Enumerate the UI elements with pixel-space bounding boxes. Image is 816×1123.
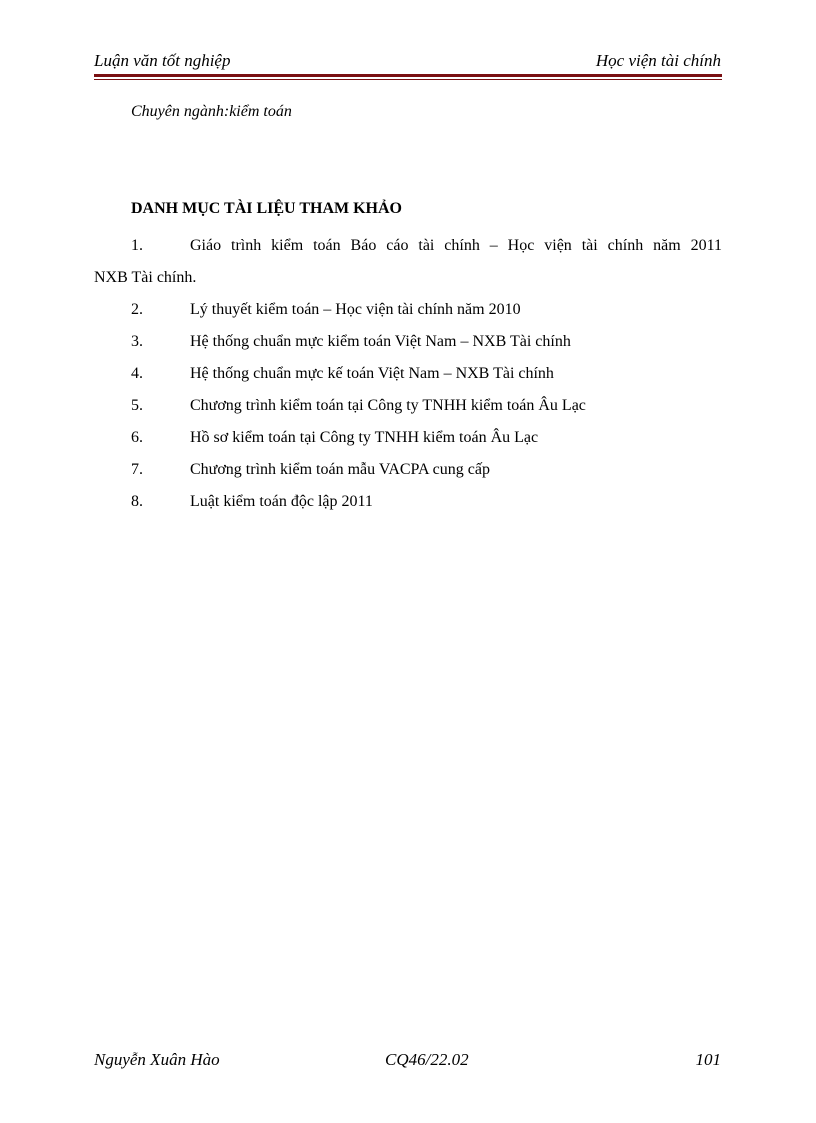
reference-text: Chương trình kiểm toán tại Công ty TNHH kiểm toán Âu Lạc <box>190 397 586 414</box>
footer-author: Nguyễn Xuân Hào <box>94 1050 220 1069</box>
reference-item <box>94 294 722 326</box>
reference-continuation: NXB Tài chính. <box>94 269 197 286</box>
footer-class-code: CQ46/22.02 <box>385 1050 469 1069</box>
reference-number: 3. <box>131 333 143 350</box>
reference-number: 1. <box>131 237 143 254</box>
reference-list <box>94 230 722 518</box>
reference-item <box>94 358 722 390</box>
reference-item <box>94 326 722 358</box>
reference-number: 5. <box>131 397 143 414</box>
reference-item <box>94 390 722 422</box>
reference-text: Giáo trình kiểm toán Báo cáo tài chính – Học viện tài chính năm 2011 <box>190 237 722 254</box>
reference-number: 8. <box>131 493 143 510</box>
footer-page-number: 101 <box>695 1050 721 1069</box>
reference-text: Hồ sơ kiểm toán tại Công ty TNHH kiểm toán Âu Lạc <box>190 429 539 446</box>
page-header <box>94 51 721 73</box>
reference-text: Chương trình kiểm toán mẫu VACPA cung cấp <box>190 461 490 478</box>
reference-item <box>94 454 722 486</box>
reference-text: Lý thuyết kiểm toán – Học viện tài chính năm 2010 <box>190 301 521 318</box>
reference-text: Luật kiểm toán độc lập 2011 <box>190 493 373 510</box>
reference-text: Hệ thống chuẩn mực kiểm toán Việt Nam – NXB Tài chính <box>190 333 571 350</box>
header-thesis-label: Luận văn tốt nghiệp <box>94 51 231 70</box>
page-footer <box>94 1050 721 1072</box>
reference-item <box>94 230 722 262</box>
reference-item <box>94 486 722 518</box>
reference-item <box>94 422 722 454</box>
section-heading: DANH MỤC TÀI LIỆU THAM KHẢO <box>131 200 402 217</box>
reference-number: 4. <box>131 365 143 382</box>
reference-number: 6. <box>131 429 143 446</box>
header-institution-label: Học viện tài chính <box>595 51 721 70</box>
reference-text: Hệ thống chuẩn mực kế toán Việt Nam – NXB Tài chính <box>190 365 554 382</box>
subject-line: Chuyên ngành:kiểm toán <box>131 103 292 120</box>
header-rule-thick <box>94 74 722 77</box>
reference-number: 2. <box>131 301 143 318</box>
reference-number: 7. <box>131 461 143 478</box>
header-rule-thin <box>94 79 722 80</box>
